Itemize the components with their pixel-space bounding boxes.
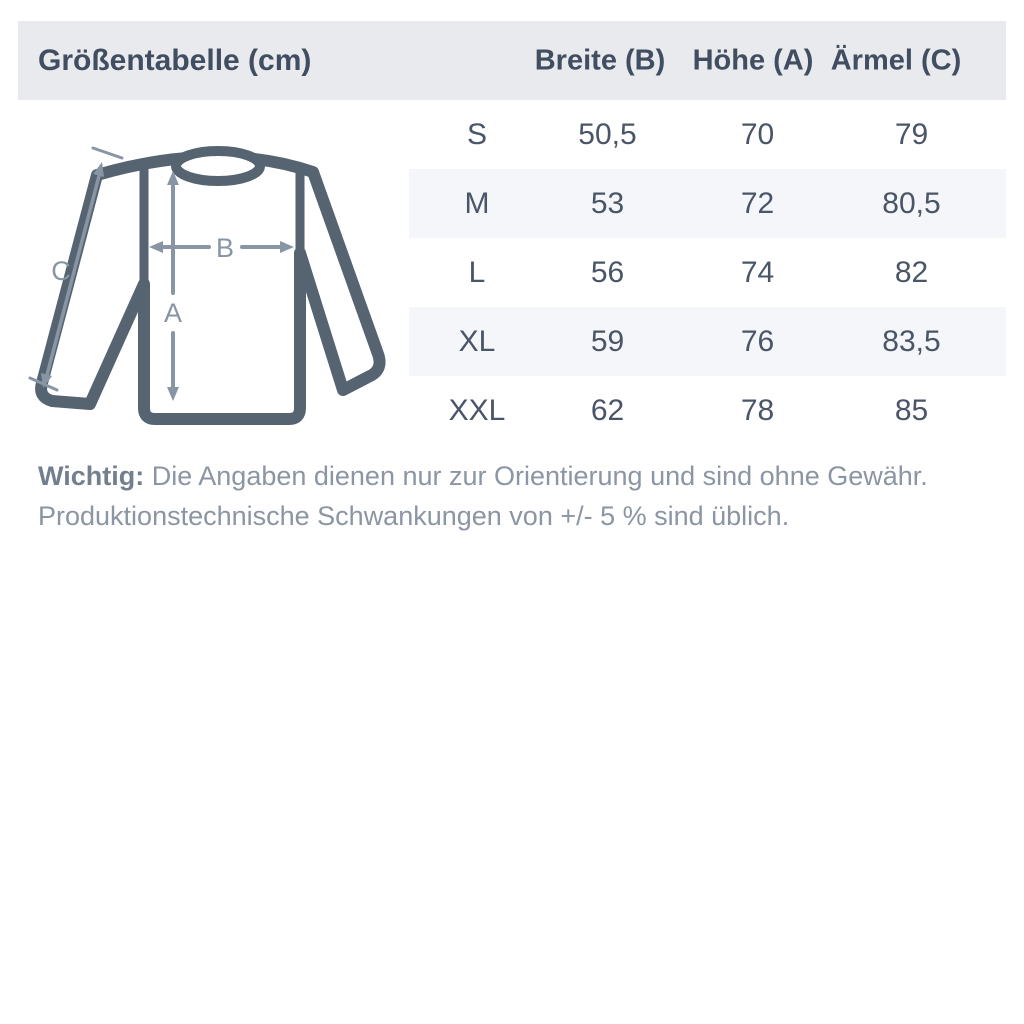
note-prefix: Wichtig: xyxy=(38,461,145,491)
breite-cell: 53 xyxy=(590,186,625,220)
table-row xyxy=(409,169,1006,238)
breite-cell: 50,5 xyxy=(578,117,637,151)
size-table xyxy=(409,100,1006,445)
breite-cell: 62 xyxy=(590,393,625,427)
shirt-outline-icon xyxy=(41,157,379,419)
measure-label-b: B xyxy=(215,233,235,263)
column-header-hoehe: Höhe (A) xyxy=(692,44,814,76)
size-cell: XL xyxy=(458,324,496,358)
note-text: Die Angaben dienen nur zur Orientierung und sind ohne Gewähr. Produktionstechnische Schwankungen von +/- 5 % sind üblich. xyxy=(38,461,928,531)
table-row xyxy=(409,307,1006,376)
aermel-cell: 83,5 xyxy=(882,324,941,358)
breite-cell: 59 xyxy=(590,324,625,358)
measure-label-c: C xyxy=(51,256,71,286)
size-chart-header xyxy=(18,21,1006,100)
size-cell: M xyxy=(464,186,490,220)
page-title: Größentabelle (cm) xyxy=(38,43,312,77)
table-row xyxy=(409,100,1006,169)
aermel-cell: 85 xyxy=(894,393,929,427)
size-cell: S xyxy=(466,117,487,151)
column-header-aermel: Ärmel (C) xyxy=(830,44,962,76)
important-note xyxy=(38,456,990,536)
column-header-breite: Breite (B) xyxy=(534,44,666,76)
shirt-collar-icon xyxy=(176,151,260,181)
table-row xyxy=(409,238,1006,307)
table-row xyxy=(409,376,1006,445)
longsleeve-shirt-diagram xyxy=(25,140,405,440)
hoehe-cell: 74 xyxy=(740,255,775,289)
size-cell: XXL xyxy=(448,393,506,427)
aermel-cell: 79 xyxy=(894,117,929,151)
hoehe-cell: 76 xyxy=(740,324,775,358)
hoehe-cell: 78 xyxy=(740,393,775,427)
aermel-cell: 82 xyxy=(894,255,929,289)
hoehe-cell: 72 xyxy=(740,186,775,220)
measure-label-a: A xyxy=(163,298,183,328)
aermel-cell: 80,5 xyxy=(882,186,941,220)
hoehe-cell: 70 xyxy=(740,117,775,151)
breite-cell: 56 xyxy=(590,255,625,289)
size-cell: L xyxy=(468,255,486,289)
